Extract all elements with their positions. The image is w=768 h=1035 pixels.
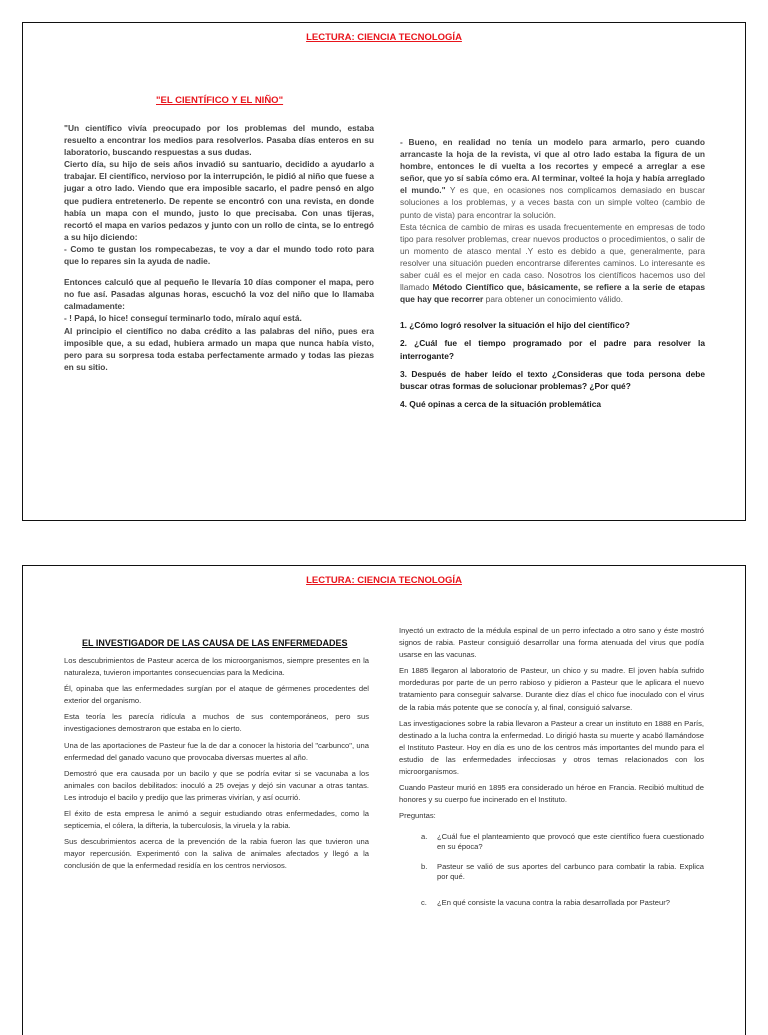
paragraph: En 1885 llegaron al laboratorio de Pasteur, un chico y su madre. El joven había sufrido mordeduras por parte de un perro rabioso y pidieron a Pasteur que le aplicara el nuevo tratamiento para conseguir salvarse. Durante diez días el chico fue inoculado con el virus de la rabia más potente que se conocía y, al final, consiguió salvarse.	[399, 666, 704, 712]
paragraph: "Un científico vivía preocupado por los problemas del mundo, estaba resuelto a encontrar los medios para resolverlos. Pasaba días enteros en su laboratorio, buscando respuestas a sus dudas.	[64, 123, 374, 158]
paragraph: Demostró que era causada por un bacilo y que se podría evitar si se vacunaba a los animales con bacilos debilitados: inoculó a 25 ovejas y dejó sin vacunar a otras tantas. Les introdujo el bacilo y predijo que las primeras vivirían, y así ocurrió.	[64, 768, 369, 802]
paragraph: Al principio el científico no daba crédito a las palabras del niño, pues era imposible que, a su edad, hubiera armado un mapa que nunca había visto, pero para su sorpresa toda estaba perfectamente armado y todas las piezas en su sitio.	[64, 325, 374, 372]
dialogue-text: - Bueno, en realidad no tenía un modelo para armarlo, pero cuando arrancaste la hoja de la revista, vi que al otro lado estaba la figura de un hombre, entonces le di vuelta a los recortes y empecé a arreglar a ese señor, que yo sí sabía cómo era. Al terminar, volteé la hoja y había arreglado el mundo."	[400, 137, 705, 196]
paragraph: Cierto día, su hijo de seis años invadió su santuario, decidido a ayudarlo a trabajar. El científico, nervioso por la interrupción, le pidió al niño que fuese a jugar a otro lado. Viendo que era imposible sacarlo, el padre pensó en algo que pudiera entretenerlo. De repente se encontró con una revista, en donde había un mapa con el mundo, justo lo que precisaba. Con unas tijeras, recortó el mapa en varios pedazos y junto con un rollo de cinta, se lo entregó a su hijo diciendo:	[64, 159, 374, 242]
questions-label: Preguntas:	[399, 811, 436, 821]
paragraph-text: Y es que, en ocasiones nos complicamos demasiado en buscar soluciones a los problemas, y a veces basta con un simple volteo (cambio de punto de vista) para encontrar la solución.	[400, 185, 705, 220]
list-marker: c.	[421, 898, 427, 908]
paragraph: Los descubrimientos de Pasteur acerca de los microorganismos, siempre presentes en la naturaleza, tuvieron importantes consecuencias para la Medicina.	[64, 656, 369, 678]
paragraph: Él, opinaba que las enfermedades surgían por el ataque de gérmenes procedentes del exterior del organismo.	[64, 684, 369, 706]
question-text: ¿Cuál fue el planteamiento que provocó que este científico fuera cuestionado en su época?	[437, 832, 704, 852]
question-text: Pasteur se valió de sus aportes del carbunco para combatir la rabia. Explica por qué.	[437, 862, 704, 882]
right-column	[399, 625, 704, 918]
question-4: 4. Qué opinas a cerca de la situación problemática	[400, 398, 602, 409]
paragraph	[400, 221, 705, 306]
paragraph-text: para obtener un conocimiento válido.	[483, 294, 624, 305]
paragraph: Sus descubrimientos acerca de la prevención de la rabia fueron las que tuvieron una mayor repercusión. Experimentó con la saliva de animales afectados y llegó a la conclusión de que la enfermedad residía en los centros nerviosos.	[64, 837, 369, 871]
list-marker: b.	[421, 862, 428, 872]
left-column	[64, 655, 369, 877]
paragraph: - ! Papá, lo hice! conseguí terminarlo todo, míralo aquí está.	[64, 313, 302, 324]
worksheet-page-2	[22, 565, 746, 1035]
paragraph: Esta teoría les parecía ridícula a muchos de sus contemporáneos, pero sus investigaciones demostraron que estaba en lo cierto.	[64, 712, 369, 734]
list-marker: a.	[421, 832, 428, 842]
bold-phrase: Método Científico que, básicamente, se refiere a la serie de etapas que hay que recorrer	[400, 282, 705, 305]
question-c	[399, 898, 704, 908]
worksheet-page-1	[22, 22, 746, 521]
reading-title: EL INVESTIGADOR DE LAS CAUSA DE LAS ENFERMEDADES	[82, 638, 348, 648]
paragraph: - Como te gustan los rompecabezas, te voy a dar el mundo todo roto para que lo repares sin la ayuda de nadie.	[64, 243, 374, 267]
question-b	[399, 862, 704, 882]
reading-title: "EL CIENTÍFICO Y EL NIÑO"	[156, 95, 284, 106]
paragraph	[400, 136, 705, 221]
question-a	[399, 832, 704, 852]
question-2: 2. ¿Cuál fue el tiempo programado por el padre para resolver la interrogante?	[400, 338, 705, 361]
question-3: 3. Después de haber leído el texto ¿Consideras que toda persona debe buscar otras formas de solucionar problemas? ¿Por qué?	[400, 368, 705, 391]
page-header: LECTURA: CIENCIA TECNOLOGÍA	[306, 575, 462, 586]
question-text: ¿En qué consiste la vacuna contra la rabia desarrollada por Pasteur?	[437, 898, 671, 908]
right-column	[400, 136, 705, 410]
left-column	[64, 122, 374, 373]
question-list	[399, 832, 704, 908]
paragraph: Cuando Pasteur murió en 1895 era considerado un héroe en Francia. Recibió multitud de honores y su cuerpo fue incinerado en el Instituto.	[399, 783, 704, 805]
paragraph: Las investigaciones sobre la rabia llevaron a Pasteur a crear un instituto en 1888 en París, destinado a la lucha contra la enfermedad. Lo dirigió hasta su muerte y acabó llamándose el Instituto Pasteur. Hoy en día es uno de los centros más importantes del mundo para el estudio de las enfermedades infecciosas y otros temas relacionados con los microorganismos.	[399, 718, 704, 777]
paragraph-text: Esta técnica de cambio de miras es usada frecuentemente en empresas de todo tipo para resolver problemas, crear nuevos productos o procedimientos, o salir de un momento de atasco mental .Y esto es debido a que, generalmente, para resolver una situación pueden encontrarse diferentes caminos. Lo interesante es saber cuál es el mejor en cada caso. Nosotros los científicos hacemos uso del llamado	[400, 221, 705, 293]
paragraph: Una de las aportaciones de Pasteur fue la de dar a conocer la historia del "carbunco", una enfermedad del ganado vacuno que provocaba diversas muertes al año.	[64, 740, 369, 762]
paragraph: Inyectó un extracto de la médula espinal de un perro infectado a otro sano y éste mostró signos de rabia. Pasteur consiguió desarrollar una forma atenuada del virus que podía usarse en las vacunas.	[399, 626, 704, 660]
paragraph: Entonces calculó que al pequeño le llevaría 10 días componer el mapa, pero no fue así. Pasadas algunas horas, escuchó la voz del niño que lo llamaba calmadamente:	[64, 277, 374, 312]
paragraph: El éxito de esta empresa le animó a seguir estudiando otras enfermedades, como la septicemia, el cólera, la difteria, la tuberculosis, la viruela y la rabia.	[64, 809, 369, 831]
page-header: LECTURA: CIENCIA TECNOLOGÍA	[306, 32, 462, 43]
question-1: 1. ¿Cómo logró resolver la situación el hijo del científico?	[400, 320, 630, 331]
